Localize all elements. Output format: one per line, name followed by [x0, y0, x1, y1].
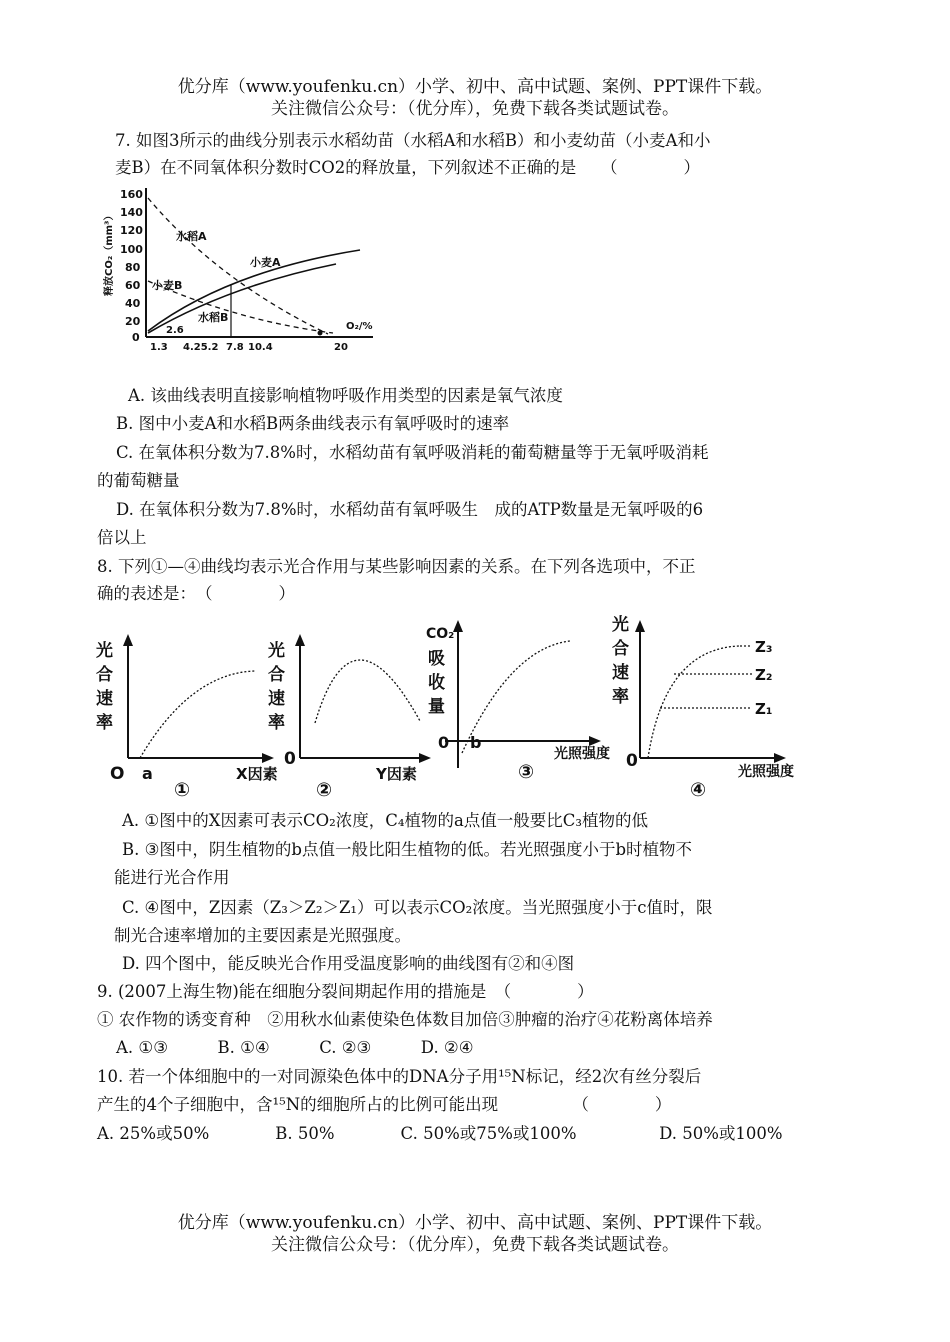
- header-line-1: 优分库（www.youfenku.cn）小学、初中、高中试题、案例、PPT课件下载。: [177, 77, 773, 97]
- co2-label-char: 量: [428, 697, 445, 717]
- figure-8-photosynthesis-curves: [90, 608, 810, 803]
- point-b-label: b: [470, 733, 482, 752]
- q7-stem-2: 麦B）在不同氧体积分数时CO2的释放量，下列叙述不正确的是 （ ）: [115, 158, 701, 177]
- q8-option-c-1: C. ④图中，Z因素（Z₃＞Z₂＞Z₁）可以表示CO₂浓度。当光照强度小于c值时，限: [122, 898, 713, 917]
- rate-label-char: 合: [612, 639, 629, 659]
- q7-option-b: B. 图中小麦A和水稻B两条曲线表示有氧呼吸时的速率: [116, 414, 510, 433]
- graph-4-number: ④: [690, 779, 707, 801]
- x-axis-label: O₂/%: [346, 321, 373, 332]
- q7-option-a: A. 该曲线表明直接影响植物呼吸作用类型的因素是氧气浓度: [128, 386, 563, 405]
- rate-label-char: 合: [268, 665, 285, 685]
- y-tick: 0: [132, 331, 140, 344]
- rate-label-char: 速: [268, 689, 285, 709]
- label-2-6: 2.6: [166, 325, 184, 336]
- header-line-2: 关注微信公众号：（优分库），免费下载各类试题试卷。: [271, 99, 679, 119]
- label-rice-a: 水稻A: [176, 230, 207, 243]
- rate-label-char: 光: [612, 615, 629, 635]
- curve-z3: [648, 646, 740, 758]
- q7-option-d-2: 倍以上: [97, 528, 147, 547]
- graph-3-number: ③: [518, 761, 535, 783]
- x-tick: 4.25.2: [183, 342, 219, 353]
- co2-label-char: 吸: [428, 649, 445, 669]
- rate-label-char: 率: [268, 713, 285, 733]
- y-tick: 20: [125, 315, 141, 328]
- q10-stem-1: 10. 若一个体细胞中的一对同源染色体中的DNA分子用¹⁵N标记，经2次有丝分裂后: [97, 1067, 702, 1086]
- y-tick: 80: [125, 261, 141, 274]
- origin-label: 0: [284, 749, 296, 769]
- x-tick: 7.8: [226, 342, 244, 353]
- q8-option-c-2: 制光合速率增加的主要因素是光照强度。: [114, 926, 411, 945]
- q7-option-c-1: C. 在氧体积分数为7.8%时，水稻幼苗有氧呼吸消耗的葡萄糖量等于无氧呼吸消耗: [116, 443, 709, 462]
- light-intensity-label: 光照强度: [554, 746, 610, 762]
- graph-1: [96, 634, 278, 801]
- rate-label-char: 速: [96, 689, 113, 709]
- q9-stem: 9. (2007上海生物)能在细胞分裂间期起作用的措施是 （ ）: [97, 982, 594, 1001]
- y-tick: 100: [120, 243, 143, 256]
- y-tick: 160: [120, 188, 143, 201]
- q9-options: A. ①③ B. ①④ C. ②③ D. ②④: [116, 1038, 474, 1057]
- footer-line-1: 优分库（www.youfenku.cn）小学、初中、高中试题、案例、PPT课件下载。: [177, 1213, 773, 1233]
- point-a-label: a: [142, 764, 153, 783]
- q10-options: A. 25%或50% B. 50% C. 50%或75%或100% D. 50%或100%: [97, 1124, 783, 1143]
- y-tick: 140: [120, 206, 143, 219]
- z1-label: Z₁: [755, 700, 773, 718]
- x-tick: 20: [334, 342, 348, 353]
- q8-stem-1: 8. 下列①—④曲线均表示光合作用与某些影响因素的关系。在下列各选项中，不正: [97, 557, 696, 576]
- q9-items: ① 农作物的诱变育种 ②用秋水仙素使染色体数目加倍③肿瘤的治疗④花粉离体培养: [97, 1010, 713, 1029]
- q8-stem-2: 确的表述是： （ ）: [97, 584, 295, 603]
- label-wheat-a: 小麦A: [250, 256, 281, 269]
- light-intensity-label: 光照强度: [738, 764, 794, 780]
- x-factor-label: X因素: [236, 765, 278, 783]
- co2-label: CO₂: [426, 626, 455, 642]
- footer-line-2: 关注微信公众号：（优分库），免费下载各类试题试卷。: [271, 1235, 679, 1255]
- q7-stem-1: 7. 如图3所示的曲线分别表示水稻幼苗（水稻A和水稻B）和小麦幼苗（小麦A和小: [115, 131, 711, 150]
- y-axis-label: 释放CO₂（mm³）: [104, 210, 115, 296]
- curve-2: [315, 660, 420, 723]
- x-tick: 1.3: [150, 342, 168, 353]
- q8-option-b-1: B. ③图中，阴生植物的b点值一般比阳生植物的低。若光照强度小于b时植物不: [122, 840, 693, 859]
- q8-option-d: D. 四个图中，能反映光合作用受温度影响的曲线图有②和④图: [122, 954, 575, 973]
- rate-label-char: 光: [268, 641, 285, 661]
- graph-2: [268, 634, 431, 801]
- graph-3: [426, 620, 610, 783]
- q7-option-d-1: D. 在氧体积分数为7.8%时，水稻幼苗有氧呼吸生 成的ATP数量是无氧呼吸的6: [116, 500, 704, 519]
- z3-label: Z₃: [755, 638, 773, 656]
- curve-rice-b: [148, 264, 336, 333]
- curve-1: [140, 671, 255, 758]
- label-wheat-b: 小麦B: [152, 279, 183, 292]
- origin-label: 0: [438, 733, 450, 752]
- y-factor-label: Y因素: [376, 765, 417, 783]
- marker-point: [318, 331, 323, 336]
- rate-label-char: 速: [612, 663, 629, 683]
- q8-option-a: A. ①图中的X因素可表示CO₂浓度，C₄植物的a点值一般要比C₃植物的低: [122, 811, 649, 830]
- y-tick: 120: [120, 224, 143, 237]
- rate-label-char: 光: [96, 641, 113, 661]
- rate-label-char: 率: [96, 713, 113, 733]
- co2-label-char: 收: [428, 673, 445, 693]
- figure-3-co2-release: [98, 186, 388, 356]
- graph-4: [612, 614, 794, 801]
- y-tick: 60: [125, 279, 141, 292]
- q7-option-c-2: 的葡萄糖量: [97, 471, 180, 490]
- z2-label: Z₂: [755, 666, 773, 684]
- graph-1-number: ①: [174, 779, 191, 801]
- label-rice-b: 水稻B: [198, 311, 229, 324]
- q10-stem-2: 产生的4个子细胞中，含¹⁵N的细胞所占的比例可能出现 （ ）: [97, 1095, 672, 1114]
- rate-label-char: 率: [612, 687, 629, 707]
- y-tick: 40: [125, 297, 141, 310]
- q8-option-b-2: 能进行光合作用: [114, 868, 230, 887]
- graph-2-number: ②: [316, 779, 333, 801]
- origin-label: O: [110, 764, 125, 784]
- origin-label: 0: [626, 751, 638, 771]
- rate-label-char: 合: [96, 665, 113, 685]
- x-tick: 10.4: [248, 342, 273, 353]
